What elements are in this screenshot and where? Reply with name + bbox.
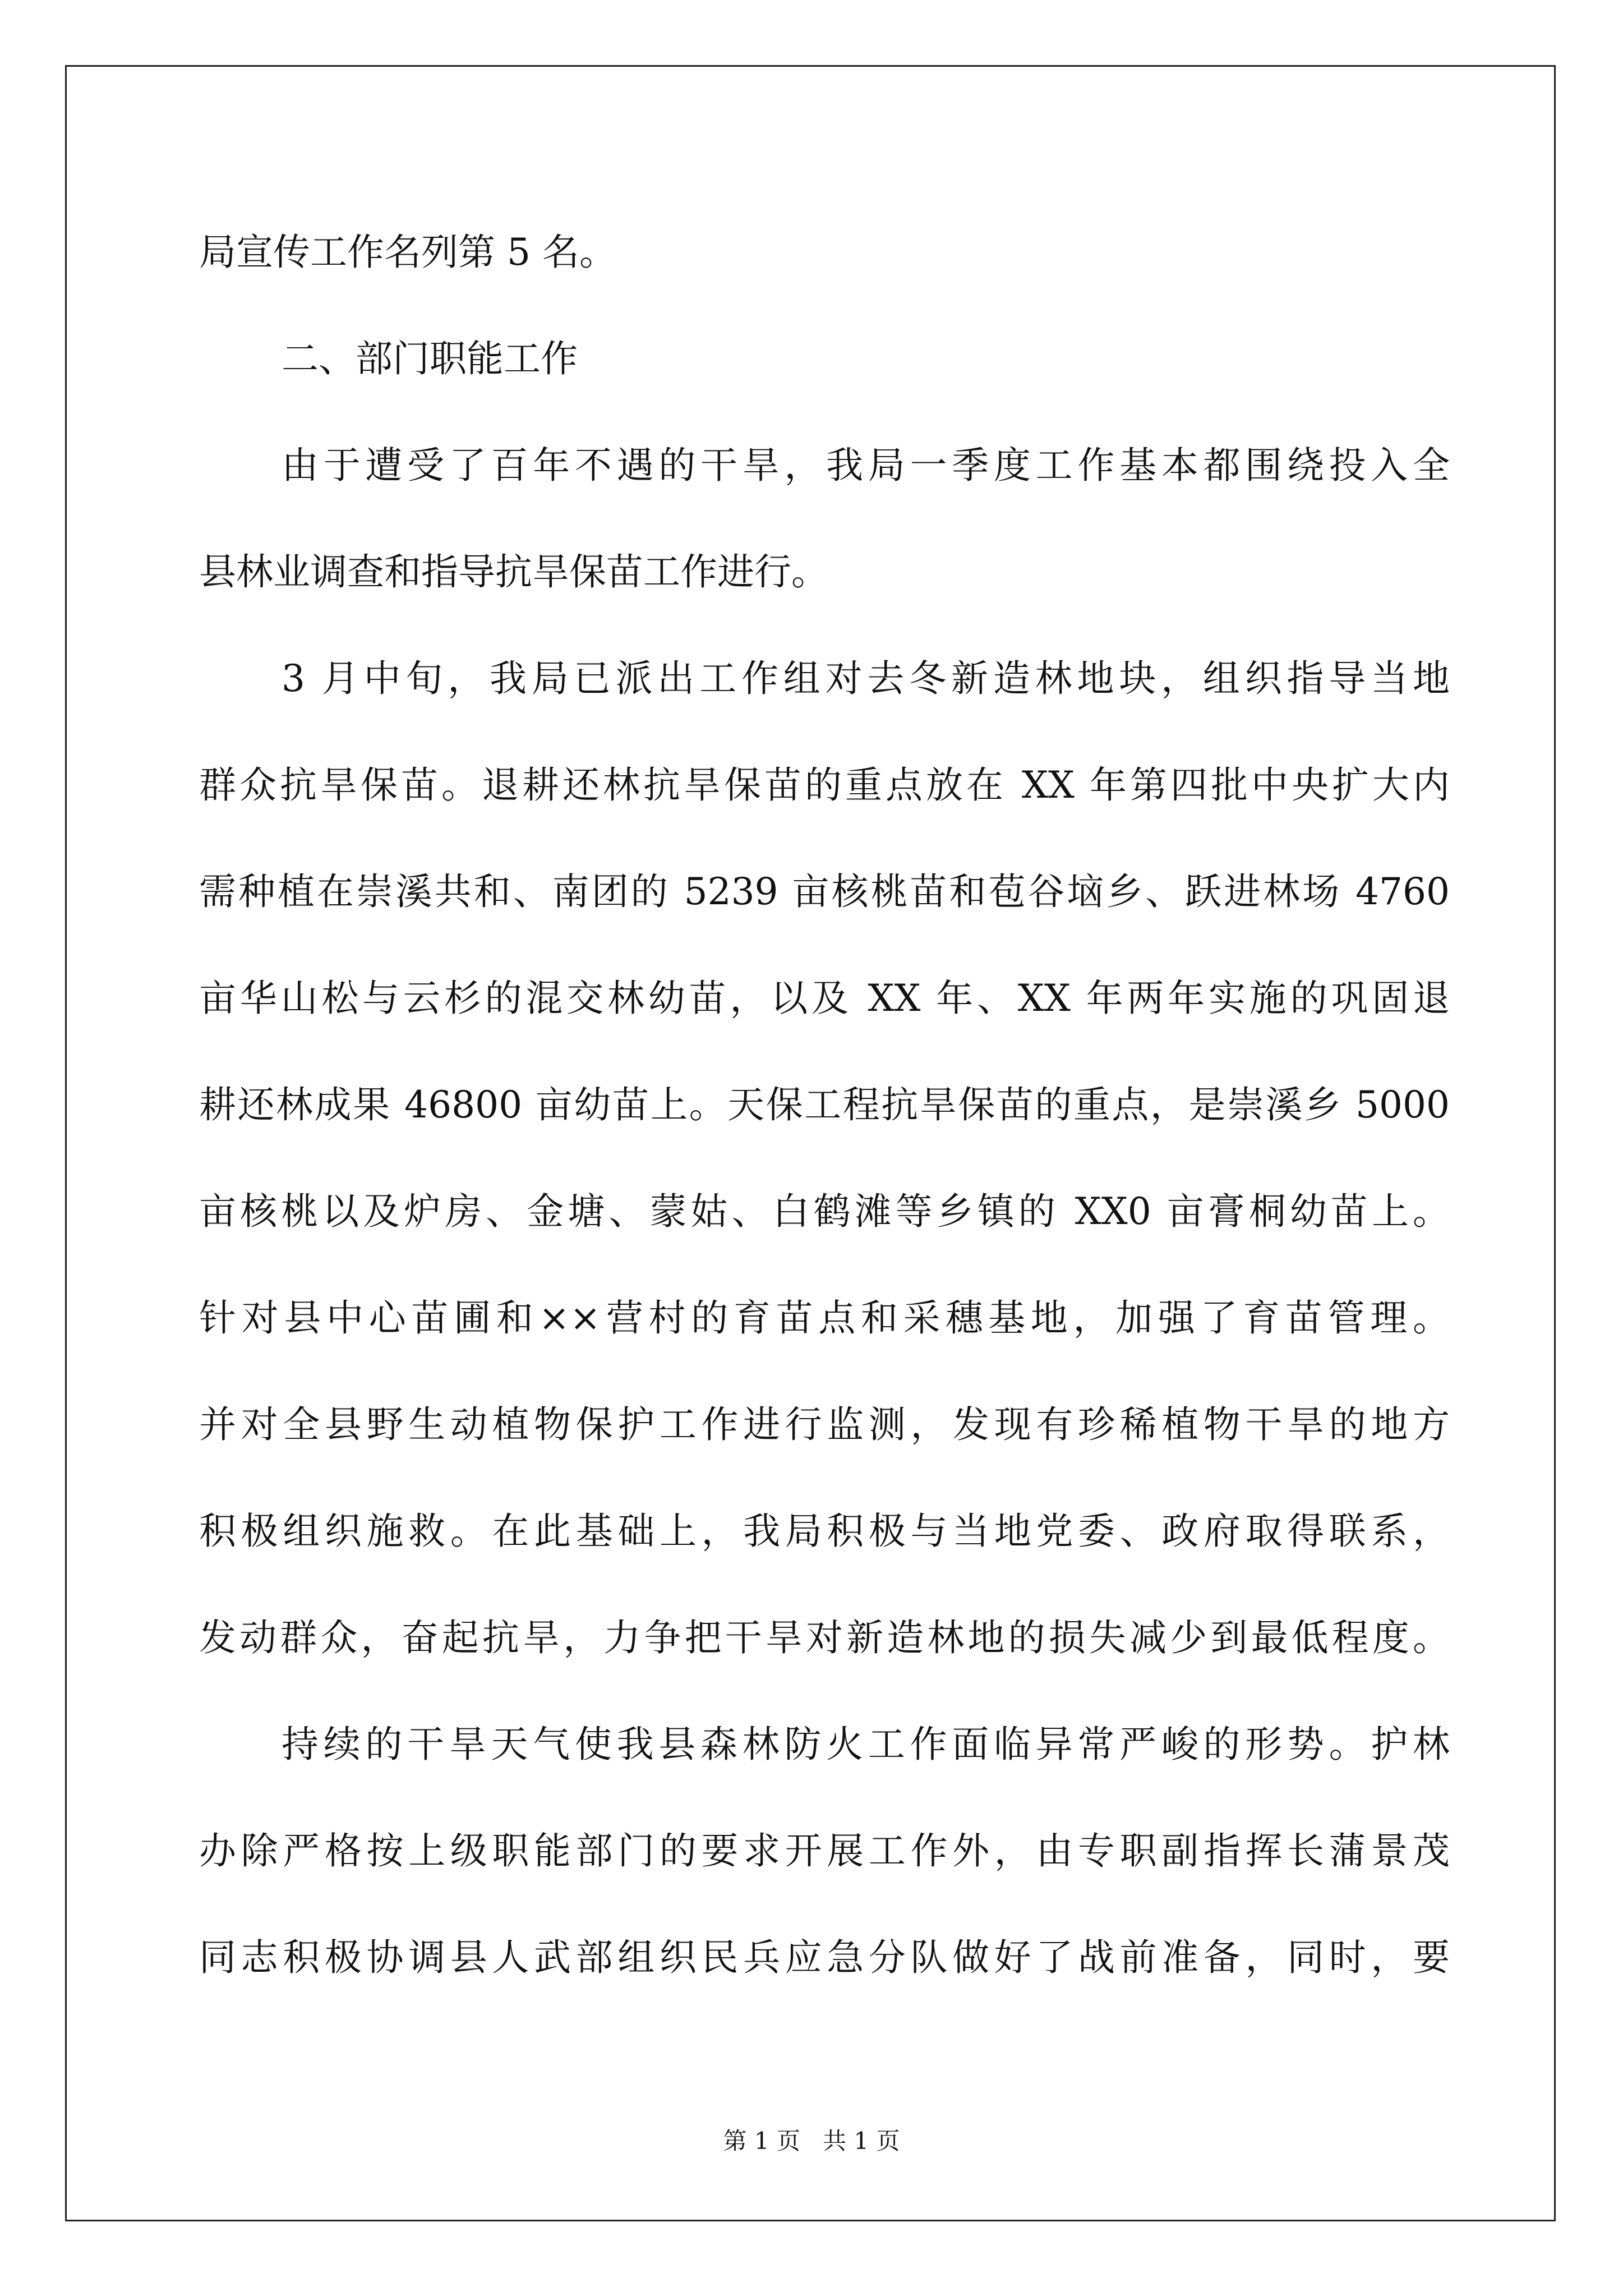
text-line: 局宣传工作名列第 5 名。 xyxy=(199,231,616,274)
text-line: 积极组织施救。在此基础上，我局积极与当地党委、政府取得联系， xyxy=(199,1510,1450,1553)
text-line: 群众抗旱保苗。退耕还林抗旱保苗的重点放在 XX 年第四批中央扩大内 xyxy=(199,763,1450,807)
text-line: 发动群众，奋起抗旱，力争把干旱对新造林地的损失减少到最低程度。 xyxy=(199,1616,1450,1659)
section-heading: 二、部门职能工作 xyxy=(282,337,578,380)
text-line: 持续的干旱天气使我县森林防火工作面临异常严峻的形势。护林 xyxy=(282,1723,1450,1766)
page-number-footer: 第 1 页 共 1 页 xyxy=(723,2127,900,2155)
text-line: 并对全县野生动植物保护工作进行监测，发现有珍稀植物干旱的地方 xyxy=(199,1403,1450,1446)
text-line: 3 月中旬，我局已派出工作组对去冬新造林地块，组织指导当地 xyxy=(282,657,1450,700)
text-line: 同志积极协调县人武部组织民兵应急分队做好了战前准备，同时，要 xyxy=(199,1936,1450,1979)
text-line: 办除严格按上级职能部门的要求开展工作外，由专职副指挥长蒲景茂 xyxy=(199,1829,1450,1872)
text-line: 耕还林成果 46800 亩幼苗上。天保工程抗旱保苗的重点，是崇溪乡 5000 xyxy=(199,1083,1450,1126)
text-line: 亩核桃以及炉房、金塘、蒙姑、白鹤滩等乡镇的 XX0 亩膏桐幼苗上。 xyxy=(199,1190,1450,1233)
text-line: 针对县中心苗圃和××营村的育苗点和采穗基地，加强了育苗管理。 xyxy=(199,1296,1450,1340)
text-line: 亩华山松与云杉的混交林幼苗，以及 XX 年、XX 年两年实施的巩固退 xyxy=(199,977,1450,1020)
text-line: 需种植在崇溪共和、南团的 5239 亩核桃苗和苞谷垴乡、跃进林场 4760 xyxy=(199,870,1450,913)
text-line: 县林业调查和指导抗旱保苗工作进行。 xyxy=(199,550,828,593)
text-line: 由于遭受了百年不遇的干旱，我局一季度工作基本都围绕投入全 xyxy=(282,444,1450,487)
